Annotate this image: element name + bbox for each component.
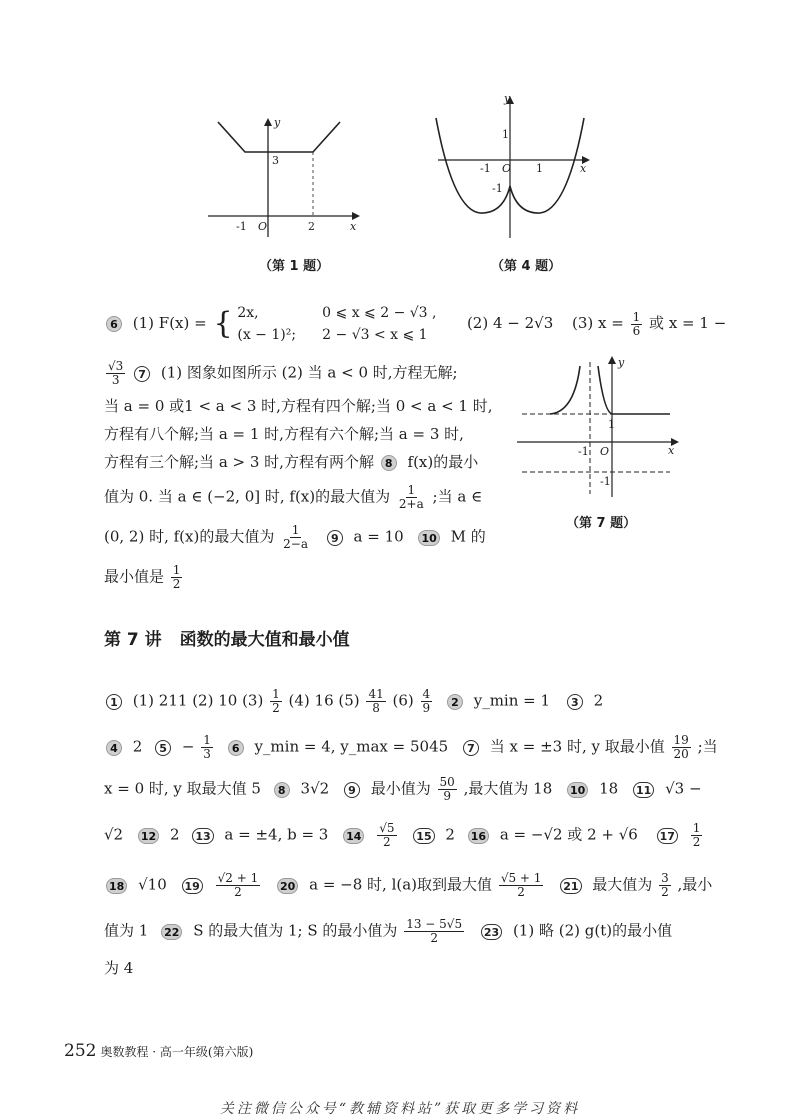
- q6-frac-den: 6: [632, 323, 641, 338]
- tick-xm1: -1: [578, 445, 589, 458]
- a20-frac-num: √5 + 1: [500, 871, 542, 885]
- answer-20: a = −8 时, l(a)取到最大值: [309, 875, 493, 894]
- q7-line3: [104, 424, 464, 444]
- answer-7: 当 x = ±3 时, y 取最小值: [489, 737, 665, 756]
- answer-badge-8: 8: [381, 455, 397, 471]
- answer-22: S 的最大值为 1; S 的最小值为: [193, 921, 398, 940]
- ans-line3: [104, 776, 702, 803]
- a17-frac-den: 2: [692, 835, 701, 849]
- q10-frac-den: 2: [172, 577, 181, 591]
- a5-frac-num: 1: [203, 733, 211, 747]
- caption-q7: （第 7 题）: [566, 516, 637, 531]
- answer-badge-13: 13: [192, 828, 213, 844]
- label-x: x: [668, 444, 675, 457]
- answer-18: √10: [138, 875, 167, 894]
- answer-11b: √2: [104, 825, 124, 844]
- left-branch: [550, 366, 580, 414]
- q8-text4: (0, 2) 时, f(x)的最大值为: [104, 527, 275, 546]
- q7-line4: [104, 452, 478, 472]
- q6-frac2-den: 3: [111, 373, 120, 387]
- q10-text1: M 的: [450, 527, 486, 546]
- answer-badge-15: 15: [413, 828, 434, 844]
- a9-frac-num: 50: [439, 775, 455, 789]
- answer-16: a = −√2 或 2 + √6: [499, 825, 638, 844]
- footer-title: 奥数教程 · 高一年级(第六版): [100, 1045, 254, 1059]
- a1-frac-den: 2: [272, 701, 280, 715]
- q6-part2: (2) 4 − 2√3: [466, 314, 554, 332]
- q7-text2: 当 a = 0 或1 < a < 3 时,方程有四个解;当 0 < a < 1 时,: [104, 397, 493, 415]
- q8-frac-num: 1: [407, 483, 416, 497]
- caption-q4: （第 4 题）: [491, 259, 562, 274]
- tick-x1: 1: [536, 162, 543, 175]
- answer-badge-6: 6: [106, 316, 122, 332]
- x-arrow: [352, 212, 360, 220]
- origin-label: O: [600, 445, 610, 458]
- a7-frac-num: 19: [673, 733, 689, 747]
- y-arrow: [608, 356, 616, 364]
- ans-line7: [104, 958, 133, 978]
- answer-23: (1) 略 (2) g(t)的最小值: [512, 921, 673, 940]
- q8-line2: [104, 484, 482, 511]
- answer-4: 2: [132, 737, 143, 756]
- answer-badge-19: 19: [182, 878, 203, 894]
- origin-label: O: [258, 220, 268, 233]
- caption-q1: （第 1 题）: [259, 259, 330, 274]
- a20-frac-den: 2: [517, 885, 525, 899]
- tick-y1: 1: [502, 128, 509, 141]
- a1-frac-num: 1: [272, 687, 280, 701]
- answer-badge-18: 18: [106, 878, 127, 894]
- q10-frac-num: 1: [172, 563, 181, 577]
- q6-case2-expr: (x − 1)²;: [237, 327, 297, 343]
- q9-text: a = 10: [353, 527, 404, 546]
- answer-badge-8b: 8: [274, 782, 290, 798]
- q6-frac2-num: √3: [108, 359, 124, 373]
- section-heading: [104, 625, 368, 650]
- label-x: x: [580, 162, 587, 175]
- tick-xm1: -1: [236, 220, 247, 233]
- answer-7b: ;当: [697, 737, 718, 756]
- section-number: 第 7 讲: [104, 630, 162, 650]
- q8-text3: ;当 a ∈: [432, 487, 483, 506]
- answer-6: y_min = 4, y_max = 5045: [254, 737, 449, 756]
- answer-badge-20: 20: [277, 878, 298, 894]
- a21-frac-den: 2: [661, 885, 669, 899]
- ans-line5: [104, 872, 712, 899]
- graph-q1: [200, 112, 370, 242]
- answer-badge-7: 7: [134, 366, 150, 382]
- answer-1: (1) 211 (2) 10 (3): [132, 691, 264, 710]
- answer-5: −: [181, 737, 195, 756]
- answer-2: y_min = 1: [473, 691, 551, 710]
- a21-frac-num: 3: [661, 871, 669, 885]
- a19-frac-num: √2 + 1: [217, 871, 259, 885]
- answer-9: 最小值为: [370, 779, 431, 798]
- q8-line3: [104, 524, 486, 551]
- q6-frac-num: 1: [632, 309, 641, 324]
- page-number: 252: [64, 1041, 97, 1061]
- q10-line2: [104, 564, 184, 591]
- tick-xm1: -1: [480, 162, 491, 175]
- q7-text4: 方程有三个解;当 a > 3 时,方程有两个解: [104, 453, 374, 471]
- a5-frac-den: 3: [203, 747, 211, 761]
- q7-text1: (1) 图象如图所示 (2) 当 a < 0 时,方程无解;: [160, 363, 458, 382]
- answer-21: 最大值为: [592, 875, 653, 894]
- a1-frac2-num: 41: [368, 687, 384, 701]
- answer-badge-6b: 6: [228, 740, 244, 756]
- tick-ym1: -1: [600, 475, 611, 488]
- answer-11: √3 −: [665, 779, 702, 798]
- answer-badge-22: 22: [161, 924, 182, 940]
- a1-frac3-den: 9: [422, 701, 431, 715]
- a22-frac-den: 2: [430, 931, 438, 945]
- graph-q4: [428, 90, 603, 240]
- answer-1b: (4) 16 (5): [288, 691, 360, 710]
- answer-badge-4: 4: [106, 740, 122, 756]
- tick-y3: 3: [272, 154, 279, 167]
- answer-10: 18: [599, 779, 619, 798]
- q6-case2-cond: 2 − √3 < x ⩽ 1: [322, 327, 428, 343]
- label-x: x: [350, 220, 357, 233]
- a7-frac-den: 20: [673, 747, 689, 761]
- q10-text2: 最小值是: [104, 567, 165, 586]
- a14-frac-num: √5: [379, 821, 395, 835]
- answer-badge-16: 16: [468, 828, 489, 844]
- origin-label: O: [502, 162, 512, 175]
- answer-badge-11: 11: [633, 782, 654, 798]
- y-arrow: [264, 118, 272, 126]
- right-branch: [598, 366, 670, 414]
- answer-badge-17: 17: [657, 828, 678, 844]
- a17-frac-num: 1: [692, 821, 701, 835]
- q6-part3: (3) x =: [572, 314, 624, 332]
- ans-line4: [104, 822, 704, 849]
- answer-badge-7b: 7: [463, 740, 479, 756]
- tick-x2: 2: [308, 220, 315, 233]
- a19-frac-den: 2: [234, 885, 242, 899]
- a1-frac3-num: 4: [422, 687, 431, 701]
- answer-13: a = ±4, b = 3: [224, 825, 329, 844]
- a22-frac-num: 13 − 5√5: [406, 917, 463, 931]
- answer-12: 2: [169, 825, 180, 844]
- q8-text1: f(x)的最小: [407, 453, 479, 471]
- a1-frac2-den: 8: [372, 701, 380, 715]
- graph-q7: [512, 352, 687, 502]
- ans-line1: [104, 688, 603, 715]
- answer-7c: x = 0 时, y 取最大值 5: [104, 779, 261, 798]
- q8-frac2-num: 1: [291, 523, 300, 537]
- answer-21b: ,最小: [677, 875, 713, 894]
- answer-badge-9: 9: [327, 530, 343, 546]
- q7-line1: [104, 360, 458, 387]
- answer-badge-1: 1: [106, 694, 122, 710]
- a14-frac-den: 2: [383, 835, 391, 849]
- answer-badge-21: 21: [560, 878, 581, 894]
- q6-part3b: 或 x = 1 −: [649, 314, 727, 332]
- answer-21c: 值为 1: [104, 921, 149, 940]
- answer-8: 3√2: [300, 779, 330, 798]
- ans-line2: [104, 734, 718, 761]
- answer-9b: ,最大值为 18: [463, 779, 553, 798]
- q6-part1: (1) F(x) =: [132, 314, 207, 332]
- answer-badge-14: 14: [343, 828, 364, 844]
- label-y: y: [274, 116, 281, 129]
- a9-frac-den: 9: [443, 789, 451, 803]
- label-y: y: [504, 92, 511, 105]
- answer-3: 2: [593, 691, 604, 710]
- label-y: y: [618, 356, 625, 369]
- answer-23b: 为 4: [104, 959, 134, 977]
- ans-line6: [104, 918, 672, 945]
- answer-badge-23: 23: [481, 924, 502, 940]
- q6-line1: 6 (1) F(x) = { 2x, (x − 1)²; 0 ⩽ x ⩽ 2 − √3 , 2 − √3 < x ⩽ 1 (2) 4 − 2√3 (3) x = $\frac{1}{6}$ 或 x = 1 −: [104, 302, 726, 346]
- answer-badge-10b: 10: [567, 782, 588, 798]
- answer-badge-10: 10: [418, 530, 439, 546]
- q7-text3: 方程有八个解;当 a = 1 时,方程有六个解;当 a = 3 时,: [104, 425, 464, 443]
- answer-badge-9b: 9: [344, 782, 360, 798]
- answer-badge-2: 2: [447, 694, 463, 710]
- answer-15: 2: [445, 825, 455, 844]
- q8-frac2-den: 2−a: [283, 537, 308, 551]
- q7-line2: [104, 396, 493, 416]
- q8-text2: 值为 0. 当 a ∈ (−2, 0] 时, f(x)的最大值为: [104, 487, 391, 506]
- tick-y1: 1: [608, 418, 615, 431]
- watermark: 关注微信公众号“教辅资料站”获取更多学习资料: [219, 1101, 581, 1117]
- answer-badge-12: 12: [138, 828, 159, 844]
- q6-case1-expr: 2x,: [237, 305, 259, 321]
- q6-case1-cond: 0 ⩽ x ⩽ 2 − √3 ,: [322, 305, 437, 321]
- answer-badge-3: 3: [567, 694, 583, 710]
- answer-badge-5: 5: [155, 740, 171, 756]
- page-footer: [64, 1041, 253, 1061]
- section-title: 函数的最大值和最小值: [179, 630, 350, 650]
- q8-frac-den: 2+a: [398, 497, 424, 511]
- answer-1c: (6): [392, 691, 414, 710]
- tick-ym1: -1: [492, 182, 503, 195]
